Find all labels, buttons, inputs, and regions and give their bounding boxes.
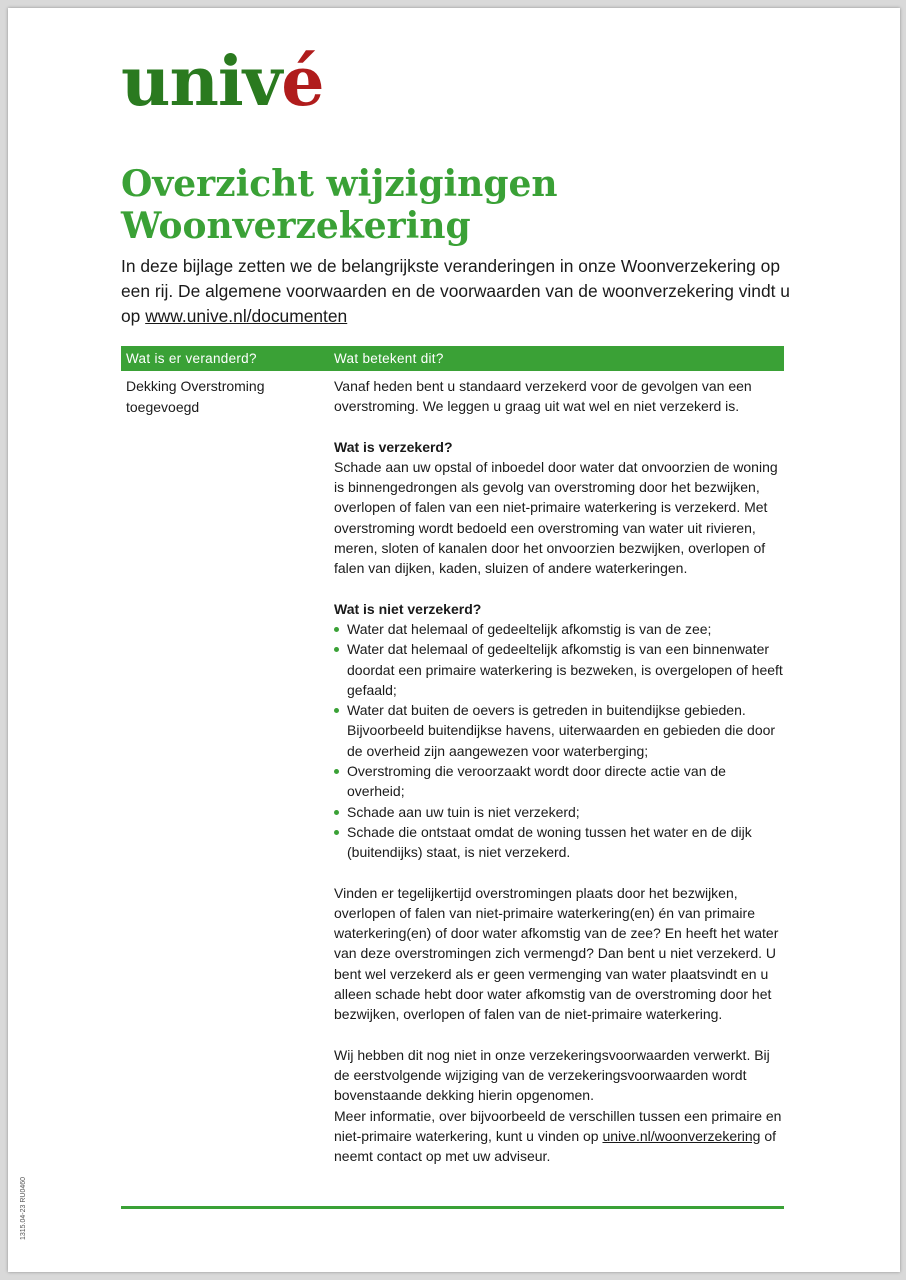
- list-item: Water dat helemaal of gedeeltelijk afkomstig is van de zee;: [334, 619, 786, 639]
- meaning-cell: [334, 376, 786, 1166]
- intro-paragraph: [121, 254, 793, 329]
- document-page: [8, 8, 900, 1272]
- table-header: [121, 346, 784, 371]
- list-item: Overstroming die veroorzaakt wordt door directe actie van de overheid;: [334, 761, 786, 802]
- list-item: Schade die ontstaat omdat de woning tussen het water en de dijk (buitendijks) staat, is niet verzekerd.: [334, 822, 786, 863]
- meaning-intro: Vanaf heden bent u standaard verzekerd voor de gevolgen van een overstroming. We leggen u graag uit wat wel en niet verzekerd is.: [334, 378, 752, 415]
- bullet-icon: [334, 810, 339, 815]
- unive-logo: [121, 42, 324, 122]
- not-insured-heading: Wat is niet verzekerd?: [334, 600, 482, 617]
- documents-link[interactable]: www.unive.nl/documenten: [145, 306, 348, 326]
- bullet-icon: [334, 769, 339, 774]
- intro-text: In deze bijlage zetten we de belangrijkste veranderingen in onze Woonverzekering op een rij. De algemene voorwaarden en de voorwaarden van de woonverzekering vindt u op: [121, 256, 790, 326]
- header-what-means: Wat betekent dit?: [334, 351, 444, 366]
- change-cell: Dekking Overstroming toegevoegd: [126, 378, 265, 415]
- simultaneous-paragraph: Vinden er tegelijkertijd overstromingen plaats door het bezwijken, overlopen of falen van niet-primaire waterkering(en) én van primaire waterkering(en) of door water afkomstig van de zee? En heeft het water van deze overstromingen zich vermengd? Dan bent u niet verzekerd. U bent wel verzekerd als er geen vermenging van water plaatsvindt en u alleen schade hebt door water afkomstig van de overstroming door het bezwijken, overlopen of falen van de niet-primaire waterkering.: [334, 884, 779, 1023]
- logo-text: univ: [121, 42, 282, 122]
- page-title: Overzicht wijzigingen Woonverzekering: [121, 163, 558, 247]
- not-insured-list: [334, 619, 786, 863]
- bullet-icon: [334, 830, 339, 835]
- insured-heading: Wat is verzekerd?: [334, 438, 453, 455]
- logo-accent: é: [281, 42, 324, 122]
- insured-text: Schade aan uw opstal of inboedel door water dat onvoorzien de woning is binnengedrongen als gevolg van overstroming door het bezwijken, overlopen of falen van een niet-primaire waterkering is verzekerd. Met overstroming wordt bedoeld een overstroming van water uit rivieren, meren, sloten of kanalen door het onvoorzien bezwijken, overlopen of falen van dijken, kaden, sluizen of andere waterkeringen.: [334, 458, 778, 577]
- bullet-icon: [334, 627, 339, 632]
- list-item: Water dat buiten de oevers is getreden in buitendijkse gebieden. Bijvoorbeeld buitendijkse havens, uiterwaarden en gebieden die door de overheid zijn aangewezen voor waterberging;: [334, 700, 786, 761]
- closing-paragraph: Wij hebben dit nog niet in onze verzekeringsvoorwaarden verwerkt. Bij de eerstvolgende wijziging van de verzekeringsvoorwaarden wordt bovenstaande dekking hierin opgenomen.: [334, 1046, 770, 1104]
- document-code: 1315.04-23 RU0460: [20, 1176, 27, 1240]
- list-item: Schade aan uw tuin is niet verzekerd;: [334, 802, 786, 822]
- bullet-icon: [334, 708, 339, 713]
- list-item: Water dat helemaal of gedeeltelijk afkomstig is van een binnenwater doordat een primaire waterkering is bezweken, is overgelopen of heeft gefaald;: [334, 639, 786, 700]
- bottom-divider: [121, 1206, 784, 1209]
- woonverzekering-link[interactable]: unive.nl/woonverzekering: [602, 1127, 761, 1144]
- header-what-changed: Wat is er veranderd?: [126, 351, 257, 366]
- more-info-paragraph: Meer informatie, over bijvoorbeeld de verschillen tussen een primaire en niet-primaire waterkering, kunt u vinden op unive.nl/woonverzekering of neemt contact op met uw adviseur.: [334, 1107, 782, 1165]
- bullet-icon: [334, 647, 339, 652]
